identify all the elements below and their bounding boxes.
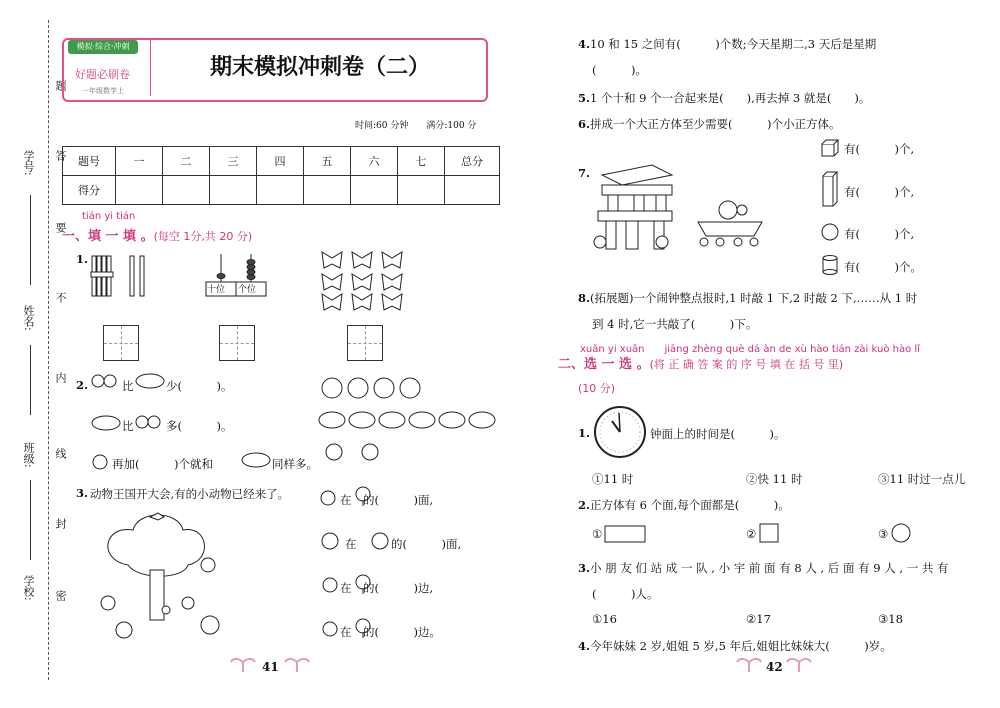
q3-line: 在 的( )面, (345, 537, 462, 551)
cuboid-icon (820, 170, 840, 210)
class-label: 班级: (22, 442, 35, 468)
section2-note: (将 正 确 答 案 的 序 号 填 在 括 号 里) (649, 358, 844, 371)
q8-text2: 到 4 时,它一共敲了( )下。 (592, 317, 758, 331)
seal-char: 内 (54, 372, 67, 383)
abacus-tens-label: 十位 (207, 285, 226, 295)
s1-text: 钟面上的时间是( )。 (650, 427, 786, 441)
palm-icon (786, 654, 812, 674)
abacus-ones-label: 个位 (238, 285, 257, 295)
page-title: 期末模拟冲刺卷（二） (209, 55, 430, 80)
s2-text: 正方体有 6 个面,每个面都是( )。 (590, 498, 790, 512)
circle-shape-icon (890, 522, 914, 546)
s2-number: 2. (578, 498, 591, 512)
s1-option[interactable]: ①11 时 (592, 472, 634, 486)
score-header: 七 (398, 147, 445, 176)
q4-text: 10 和 15 之间有( )个数;今天星期二,3 天后是星期 (590, 37, 877, 51)
sphere-icon (820, 222, 840, 242)
score-cell[interactable] (257, 176, 304, 205)
butterflies-icon (318, 248, 408, 314)
seal-char: 线 (54, 448, 67, 459)
seal-char: 题 (54, 80, 67, 91)
block-building-illustration (592, 160, 772, 255)
section1-note: (每空 1分,共 20 分) (153, 230, 253, 243)
cloud-icon (240, 450, 272, 470)
q8-number: 8. (578, 291, 591, 305)
score-cell[interactable] (210, 176, 257, 205)
score-cell[interactable] (304, 176, 351, 205)
cat-icon (318, 530, 342, 550)
flower-icon (134, 412, 166, 432)
s3-text2: ( )人。 (592, 587, 659, 601)
dog-icon (318, 488, 342, 506)
s2-option[interactable]: ① (592, 527, 603, 541)
s3-text: 小 朋 友 们 站 成 一 队 , 小 宇 前 面 有 8 人 , 后 面 有 9 人 , 一 共 有 (590, 561, 949, 575)
score-header: 二 (163, 147, 210, 176)
counting-pictures (318, 376, 498, 468)
q4-number: 4. (578, 37, 591, 51)
seal-char: 不 (54, 292, 67, 303)
cloud-icon (90, 414, 122, 432)
q6-number: 6. (578, 117, 591, 131)
page-number: 42 (766, 660, 783, 674)
apple-icon (90, 452, 110, 470)
score-row-label: 得分 (63, 176, 116, 205)
score-cell[interactable] (116, 176, 163, 205)
s1-option[interactable]: ②快 11 时 (746, 472, 803, 486)
score-cell[interactable] (445, 176, 500, 205)
score-header: 三 (210, 147, 257, 176)
student-id-label: 学号: (22, 150, 35, 176)
section1-pinyin: tián yi tián (82, 211, 136, 222)
q2-text: 比 (122, 379, 134, 393)
answer-grid-box[interactable] (347, 325, 383, 361)
s2-option[interactable]: ② (746, 527, 757, 541)
dog-icon (318, 574, 342, 594)
section1-title: 一、填 一 填 。 (62, 229, 154, 244)
score-cell[interactable] (351, 176, 398, 205)
time-score-info: 时间:60 分钟 满分:100 分 (355, 121, 477, 131)
q3-number: 3. (76, 486, 89, 500)
score-header: 总分 (445, 147, 500, 176)
section2-pinyin: xuǎn yi xuǎn jiāng zhèng què dá àn de xù hào tián zài kuò hào lǐ (580, 344, 920, 355)
score-cell[interactable] (398, 176, 445, 205)
q3-line: 在 的( )边, (340, 581, 434, 595)
q3-text: 动物王国开大会,有的小动物已经来了。 (90, 487, 290, 501)
deer-icon (318, 618, 342, 638)
page-number: 41 (262, 660, 279, 674)
q2-number: 2. (76, 378, 89, 392)
s4-text: 今年妹妹 2 岁,姐姐 5 岁,5 年后,姐姐比妹妹大( )岁。 (590, 639, 892, 653)
q2-text: 多( )。 (166, 419, 233, 433)
score-header: 五 (304, 147, 351, 176)
q7-number: 7. (578, 166, 591, 180)
palm-icon (736, 654, 762, 674)
answer-grid-box[interactable] (103, 325, 139, 361)
rectangle-shape-icon (604, 524, 648, 544)
palm-icon (230, 654, 256, 674)
s1-number: 1. (578, 426, 591, 440)
q8-text: (拓展题)一个闹钟整点报时,1 时敲 1 下,2 时敲 2 下,……从 1 时 (590, 291, 918, 305)
score-header: 六 (351, 147, 398, 176)
clock-icon (592, 404, 648, 460)
series-tag: 模拟·综合·冲刺 (68, 40, 138, 54)
palm-icon (284, 654, 310, 674)
q2-text: 再加( )个就和 (112, 457, 213, 471)
brand-label: 好题必刷卷 (75, 68, 130, 81)
sticks-bundle-icon (90, 250, 160, 300)
q2-text: 少( )。 (166, 379, 233, 393)
seal-char: 要 (54, 222, 67, 233)
flower-icon (90, 372, 122, 390)
score-header: 一 (116, 147, 163, 176)
s3-option[interactable]: ②17 (746, 612, 771, 626)
name-label: 姓名: (22, 305, 35, 331)
section2-score: (10 分) (578, 382, 616, 395)
s3-number: 3. (578, 561, 591, 575)
q2-text: 同样多。 (272, 457, 318, 471)
q7-row: 有( )个, (844, 142, 915, 156)
cloud-icon (134, 372, 166, 390)
q6-text: 拼成一个大正方体至少需要( )个小正方体。 (590, 117, 841, 131)
q3-line: 在 的( )面, (340, 493, 434, 507)
section2-title: 二、选 一 选 。 (558, 357, 650, 372)
s3-option[interactable]: ①16 (592, 612, 617, 626)
q3-line: 在 的( )边。 (340, 625, 441, 639)
seal-char: 答 (54, 150, 67, 161)
score-header: 四 (257, 147, 304, 176)
seal-char: 密 (54, 590, 67, 601)
q7-row: 有( )个, (844, 185, 915, 199)
cylinder-icon (820, 254, 840, 276)
score-header: 题号 (63, 147, 116, 176)
q4-text2: ( )。 (592, 63, 647, 77)
square-shape-icon (758, 522, 782, 546)
school-label: 学校: (22, 575, 35, 601)
s3-option[interactable]: ③18 (878, 612, 903, 626)
q2-text: 比 (122, 419, 134, 433)
q1-number: 1. (76, 252, 89, 266)
q7-row: 有( )个。 (844, 260, 922, 274)
s4-number: 4. (578, 639, 591, 653)
s2-option[interactable]: ③ (878, 527, 889, 541)
q7-row: 有( )个, (844, 227, 915, 241)
cube-icon (820, 138, 840, 158)
score-cell[interactable] (163, 176, 210, 205)
right-page (500, 0, 1000, 708)
seal-line (48, 20, 49, 680)
score-table (62, 146, 500, 205)
s1-option[interactable]: ③11 时过一点儿 (878, 472, 966, 486)
grade-label: 一年级数学上 (82, 87, 124, 95)
answer-grid-box[interactable] (219, 325, 255, 361)
animal-scene-illustration (88, 505, 238, 645)
q5-text: 1 个十和 9 个一合起来是( ),再去掉 3 就是( )。 (590, 91, 871, 105)
seal-char: 封 (54, 518, 67, 529)
q5-number: 5. (578, 91, 591, 105)
